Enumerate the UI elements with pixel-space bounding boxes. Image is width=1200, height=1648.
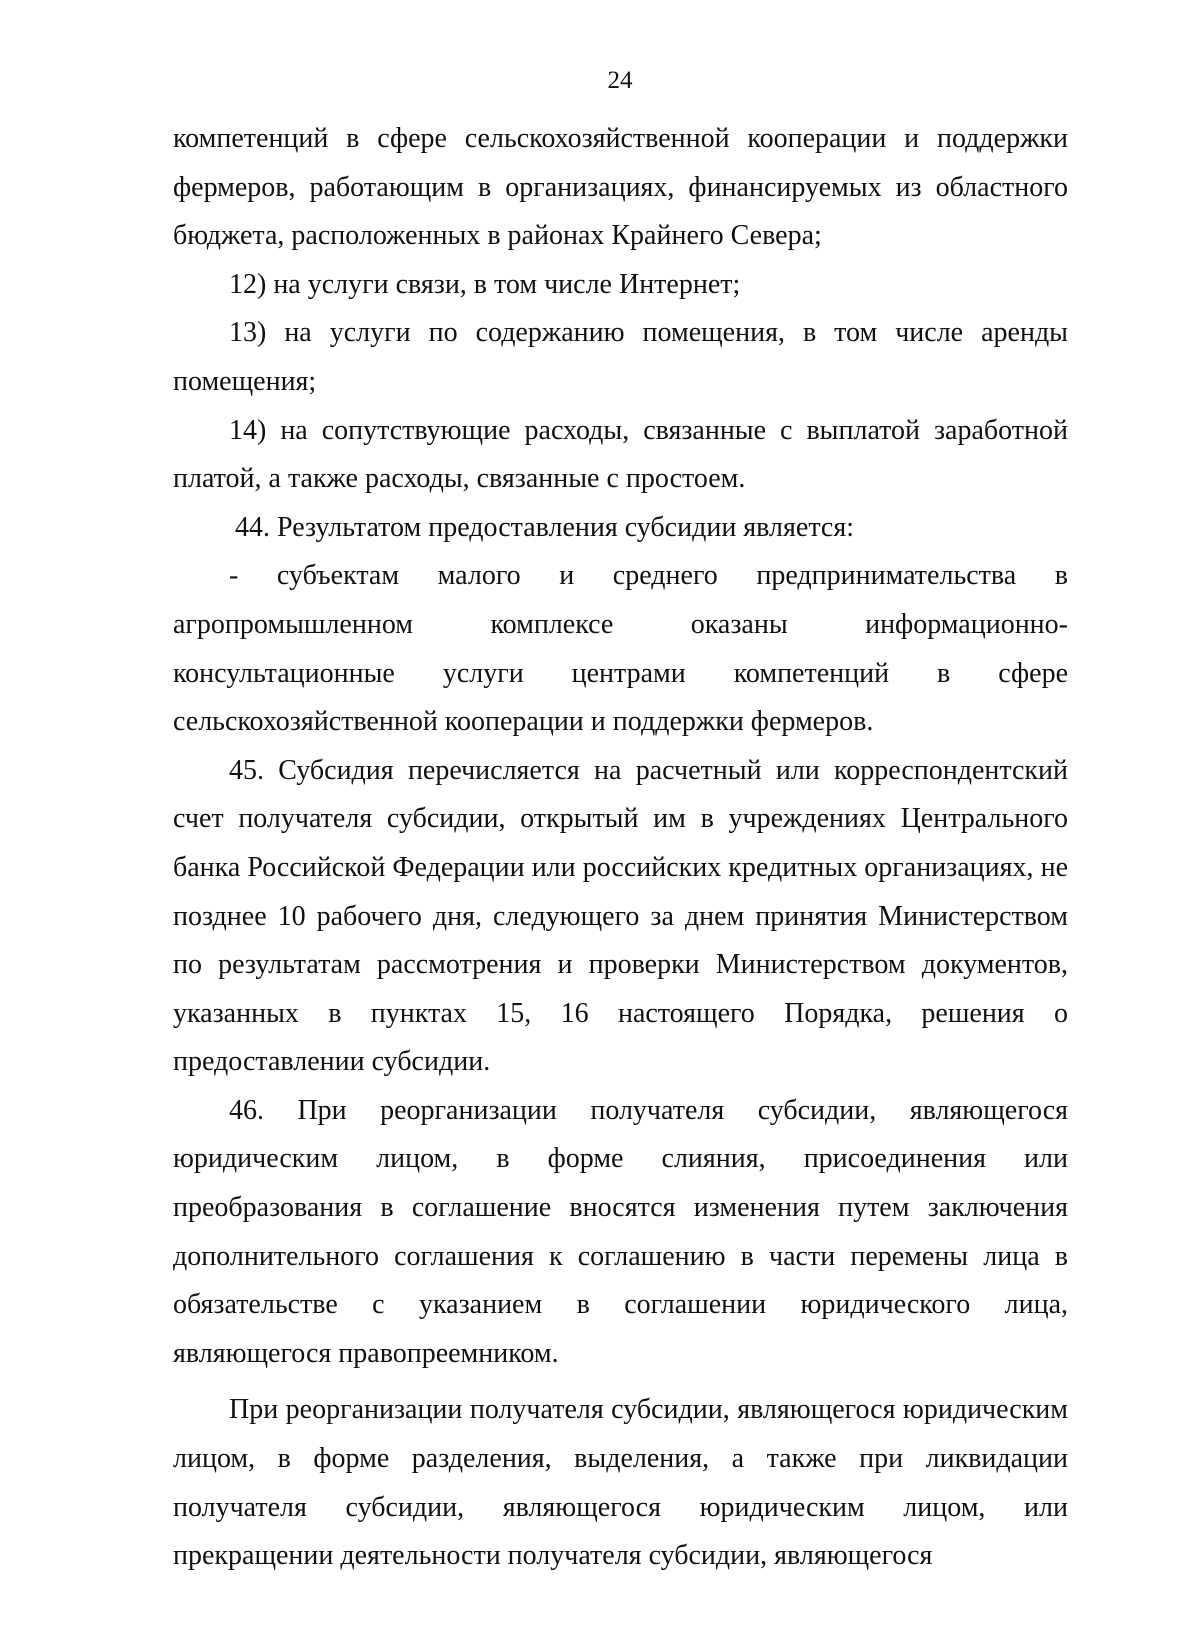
- paragraph-reorganization: При реорганизации получателя субсидии, являющегося юридическим лицом, в форме разделения, выделения, а также при ликвидации получателя субсидии, являющегося юридическим лицом, или прекращении деятельности получателя субсидии, являющегося: [173, 1394, 1068, 1572]
- paragraph-item-12: 12) на услуги связи, в том числе Интернет;: [229, 268, 741, 300]
- paragraph-44: 44. Результатом предоставления субсидии является:: [235, 511, 854, 543]
- paragraph-44-result: - субъектам малого и среднего предпринимательства в агропромышленном комплексе оказаны информационно-консультационные услуги центрами компетенций в сфере сельскохозяйственной кооперации и поддержки фермеров.: [173, 560, 1068, 738]
- paragraph-item-13: 13) на услуги по содержанию помещения, в том числе аренды помещения;: [173, 317, 1068, 397]
- paragraph-continuation: компетенций в сфере сельскохозяйственной кооперации и поддержки фермеров, работающим в организациях, финансируемых из областного бюджета, расположенных в районах Крайнего Севера;: [173, 123, 1068, 252]
- paragraph-45: 45. Субсидия перечисляется на расчетный или корреспондентский счет получателя субсидии, открытый им в учреждениях Центрального банка Российской Федерации или российских кредитных организациях, не позднее 10 рабочего дня, следующего за днем принятия Министерством по результатам рассмотрения и проверки Министерством документов, указанных в пунктах 15, 16 настоящего Порядка, решения о предоставлении субсидии.: [173, 754, 1068, 1078]
- paragraph-46: 46. При реорганизации получателя субсидии, являющегося юридическим лицом, в форме слияния, присоединения или преобразования в соглашение вносятся изменения путем заключения дополнительного соглашения к соглашению в части перемены лица в обязательстве с указанием в соглашении юридического лица, являющегося правопреемником.: [173, 1094, 1068, 1369]
- document-body: [173, 115, 1068, 1581]
- paragraph-item-14: 14) на сопутствующие расходы, связанные с выплатой заработной платой, а также расходы, связанные с простоем.: [173, 414, 1068, 495]
- page-number: 24: [607, 67, 633, 94]
